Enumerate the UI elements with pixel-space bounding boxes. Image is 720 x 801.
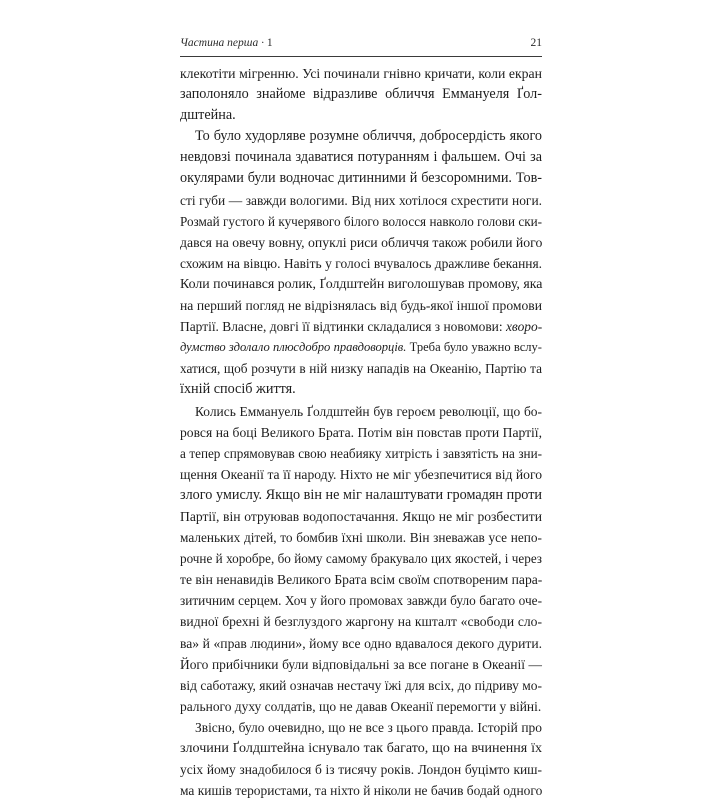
text-line: клекотіти мігренню. Усі починали гнівно кричати, коли екран xyxy=(180,66,542,81)
text-line: на перший погляд не відрізнялась від будь-якої іншої промови xyxy=(180,298,542,314)
text-line: Партії, він отруював водопостачання. Якщо не міг розбестити xyxy=(180,508,542,524)
text-line: видної брехні й безглуздого жаргону на кшталт «свободи сло- xyxy=(180,614,542,630)
text-line: ровся на боці Великого Брата. Потім він повстав проти Партії, xyxy=(180,424,542,440)
text-line: дався на овечу вовну, опуклі риси обличчя також робили його xyxy=(180,234,543,250)
section-separator: · xyxy=(258,37,267,49)
text-line: зитичним серцем. Хоч у його промовах завжди було багато оче- xyxy=(180,593,542,609)
text-line: те він ненавидів Великого Брата всім своїм спотвореним пара- xyxy=(180,572,543,588)
text-line: щення Океанії та її народу. Ніхто не міг убезпечитися від його xyxy=(180,466,542,482)
text-line-roman: Партії. Власне, довгі її відтинки складалися з новомови: xyxy=(180,319,503,335)
text-line: ва» й «прав людини», йому все одно вдавалося декого дурити. xyxy=(180,635,542,651)
text-line: То було худорляве розумне обличчя, добросердість якого xyxy=(195,128,542,145)
page-number: 21 xyxy=(530,37,542,49)
text-line: хатися, щоб розчути в ній низку нападів на Океанію, Партію та xyxy=(180,361,542,377)
text-line: а тепер спрямовував свою неабияку хитрість і завзятість на зни- xyxy=(180,445,542,461)
text-line: від саботажу, який означав нестачу їжі для всіх, до підриву мо- xyxy=(180,677,542,693)
header-divider xyxy=(180,56,542,57)
body-text xyxy=(180,63,542,801)
italic-phrase: думство здолало плюсдобро правдоворців. xyxy=(180,340,407,355)
italic-phrase: хворо- xyxy=(505,319,543,335)
running-header xyxy=(180,37,542,55)
text-line: злого умислу. Якщо він не міг налаштувати громадян проти xyxy=(180,486,542,503)
text-line: усіх йому знадобилося б із тисячу років. Лондон буцімто киш- xyxy=(180,762,542,778)
section-number: 1 xyxy=(266,37,273,49)
section-label xyxy=(180,37,273,49)
text-line: ма кишів терористами, та ніхто й ніколи не бачив бодай одного xyxy=(180,783,543,799)
text-line: їхній спосіб життя. xyxy=(180,381,296,398)
text-line: рального духу солдатів, що не давав Океанії перемогти у війні. xyxy=(180,698,542,714)
text-line: окулярами були водночас дитинними й безсоромними. Тов- xyxy=(180,170,542,187)
text-line: Звісно, було очевидно, що не все з цього правда. Історій про xyxy=(195,719,542,735)
text-line: рочне й хоробре, бо йому самому бракувало цих якостей, і через xyxy=(180,551,542,567)
text-line: дштейна. xyxy=(180,107,236,124)
text-line xyxy=(180,337,542,358)
text-line: злочини Ґолдштейна існувало так багато, що на вчинення їх xyxy=(180,740,542,756)
text-line-roman: Треба було уважно вслу- xyxy=(406,340,542,355)
text-line: Коли починався ролик, Ґолдштейн виголошував промову, яка xyxy=(180,276,543,292)
text-line: Його прибічники були відповідальні за все погане в Океанії — xyxy=(180,656,542,672)
text-line: Розмай густого й кучерявого білого волосся навколо голови ски- xyxy=(180,213,542,229)
text-line: Колись Еммануель Ґолдштейн був героєм революції, що бо- xyxy=(195,403,542,419)
text-line: заполоняло знайоме відразливе обличчя Еммануеля Ґол- xyxy=(180,86,542,103)
section-title: Частина перша xyxy=(180,37,259,49)
text-line: сті губи — завжди вологими. Від них хотілося схрестити ноги. xyxy=(180,192,542,208)
text-line: маленьких дітей, то бомбив їхні школи. Він зневажав усе непо- xyxy=(180,530,542,546)
text-line: схожим на вівцю. Навіть у голосі вчувалось дражливе бекання. xyxy=(180,255,542,271)
text-line: невдовзі починала здаватися потуранням і фальшем. Очі за xyxy=(180,149,542,166)
text-line xyxy=(180,316,542,337)
